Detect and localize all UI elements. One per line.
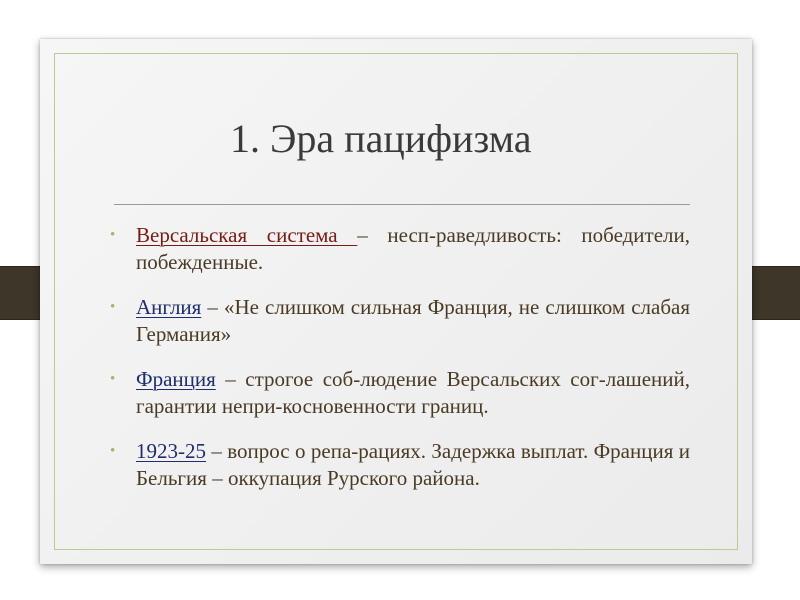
item-text: – строгое соб-людение Версальских сог-лашений, гарантии непри-косновенности границ. [136, 367, 690, 418]
title-area [110, 113, 690, 165]
bullet-icon: • [110, 371, 116, 387]
item-highlight[interactable]: Англия [136, 295, 202, 319]
list-item [110, 366, 690, 420]
item-highlight[interactable]: 1923-25 [136, 439, 206, 463]
item-highlight[interactable]: Франция [136, 367, 216, 391]
item-highlight[interactable]: Версальская система [136, 223, 358, 247]
item-text: – вопрос о репа-рациях. Задержка выплат. Франция и Бельгия – оккупация Рурского района. [136, 439, 690, 490]
slide-title: 1. Эра пацифизма [230, 116, 532, 161]
bullet-icon: • [110, 443, 116, 459]
list-item [110, 438, 690, 492]
list-item [110, 222, 690, 276]
bullet-list [110, 222, 690, 510]
bullet-icon: • [110, 299, 116, 315]
title-divider [114, 204, 690, 205]
item-text: – «Не слишком сильная Франция, не слишком слабая Германия» [136, 295, 690, 346]
bullet-icon: • [110, 227, 116, 243]
item-text: – несп-раведливость: победители, побежденные. [136, 223, 691, 274]
list-item [110, 294, 690, 348]
